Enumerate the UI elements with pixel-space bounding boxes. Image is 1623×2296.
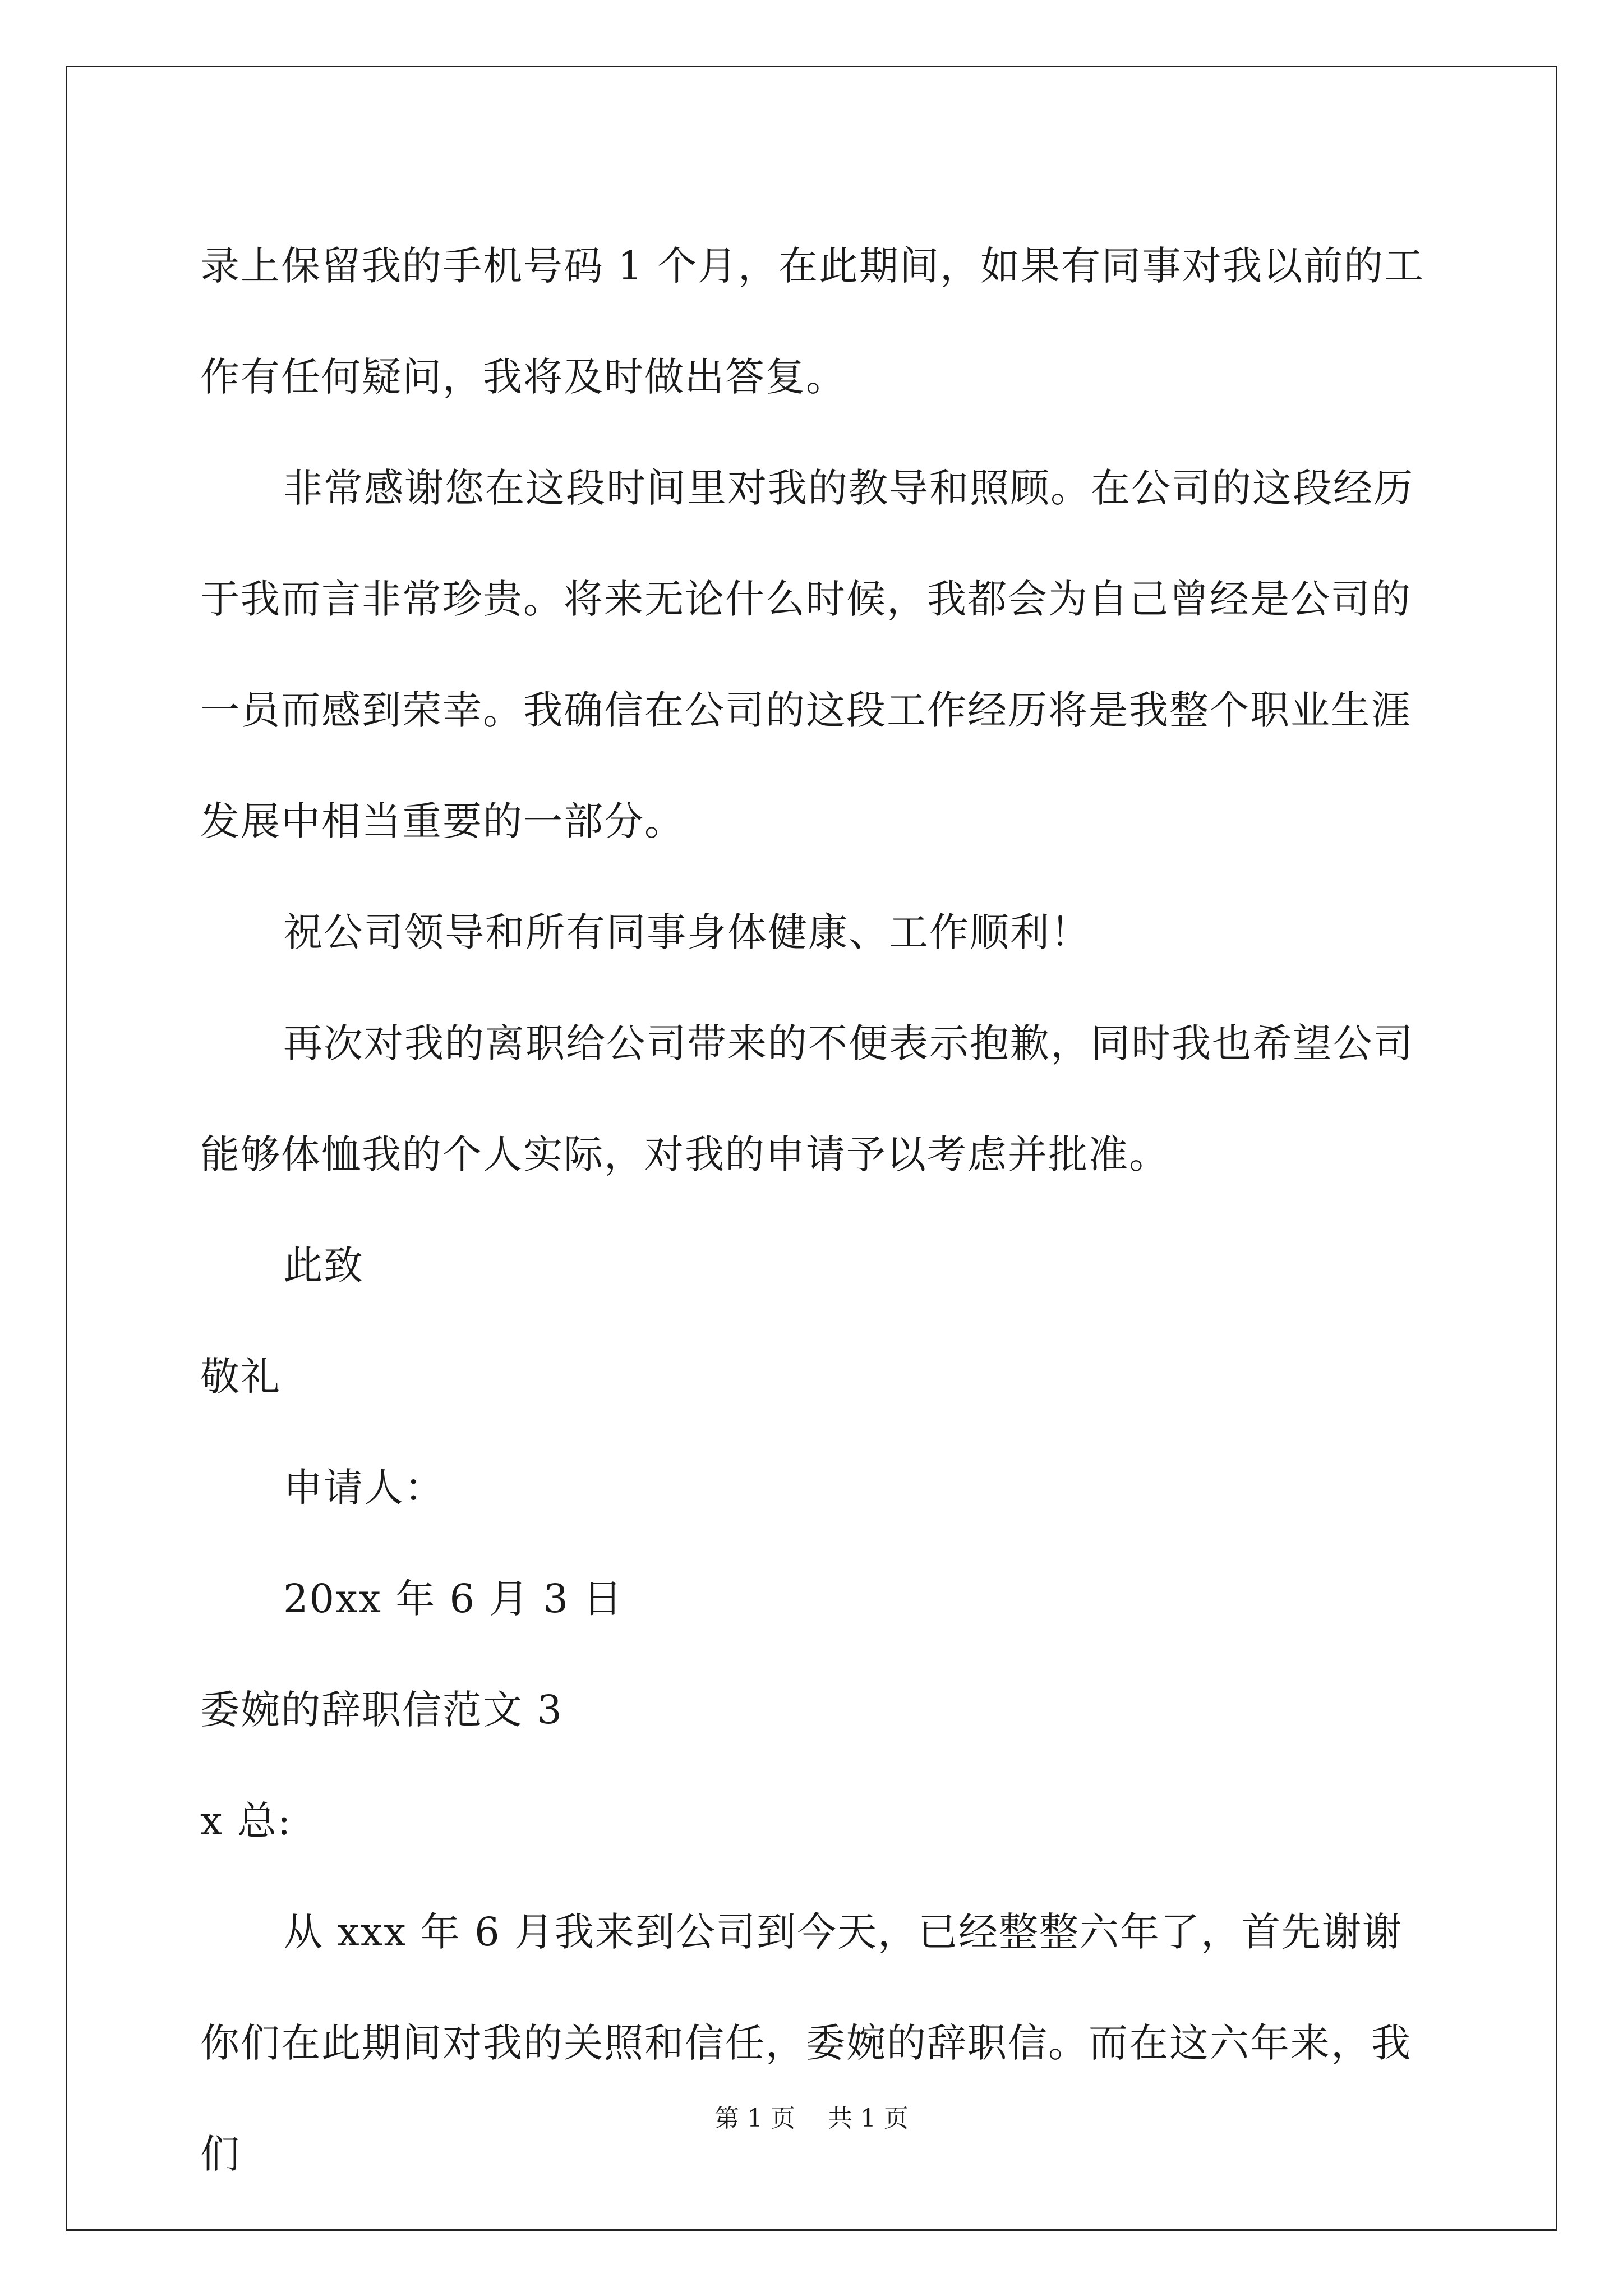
page-total: 共 1 页 xyxy=(828,2104,909,2133)
signature-applicant: 申请人： xyxy=(283,1465,445,1511)
section-heading: 委婉的辞职信范文 3 xyxy=(200,1687,563,1733)
document-body xyxy=(200,210,1428,2210)
paragraph-apology: 再次对我的离职给公司带来的不便表示抱歉，同时我也希望公司能够体恤我的个人实际，对我的申请予以考虑并批准。 xyxy=(200,1020,1414,1177)
paragraph-opening: 从 xxx 年 6 月我来到公司到今天，已经整整六年了，首先谢谢你们在此期间对我的关照和信任，委婉的辞职信。而在这六年来，我们 xyxy=(200,1909,1412,2177)
signature-date: 20xx 年 6 月 3 日 xyxy=(283,1576,624,1622)
paragraph-continuation: 录上保留我的手机号码 1 个月，在此期间，如果有同事对我以前的工作有任何疑问，我将及时做出答复。 xyxy=(200,243,1425,400)
paragraph-wishes: 祝公司领导和所有同事身体健康、工作顺利！ xyxy=(283,909,1091,955)
letter-recipient: x 总: xyxy=(200,1798,292,1844)
closing-salutation: 此致 xyxy=(283,1243,364,1289)
closing-regards: 敬礼 xyxy=(200,1354,281,1400)
paragraph-thanks: 非常感谢您在这段时间里对我的教导和照顾。在公司的这段经历于我而言非常珍贵。将来无论什么时候，我都会为自己曾经是公司的一员而感到荣幸。我确信在公司的这段工作经历将是我整个职业生涯发展中相当重要的一部分。 xyxy=(200,465,1414,844)
page-footer xyxy=(0,2098,1623,2134)
page-number: 第 1 页 xyxy=(714,2104,795,2133)
